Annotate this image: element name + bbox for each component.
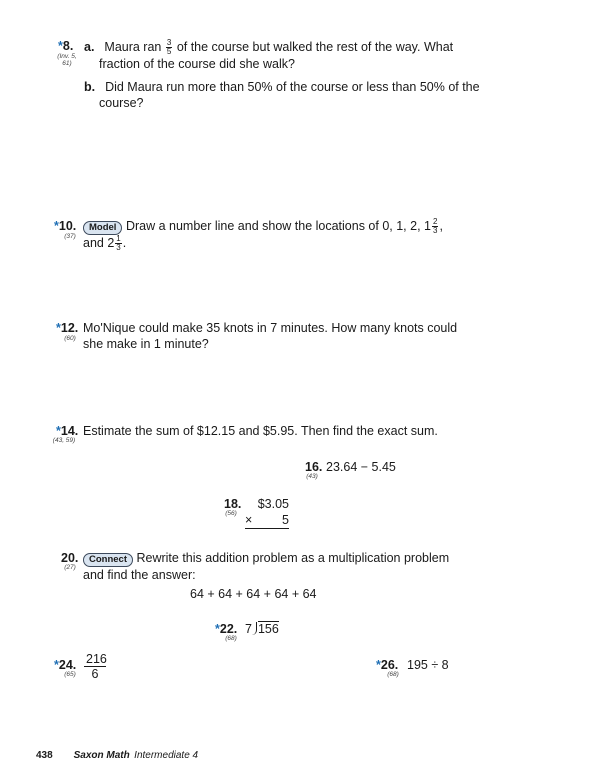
star-marker: * xyxy=(376,658,381,672)
page-number: 438 xyxy=(36,750,53,761)
divisor: 7 xyxy=(245,622,252,636)
problem-12-lesson-ref: (60) xyxy=(64,335,76,342)
times-sign: × xyxy=(245,513,253,527)
model-badge: Model xyxy=(83,221,122,235)
division-bracket xyxy=(252,622,257,635)
problem-14-lesson-ref: (43, 59) xyxy=(52,437,76,444)
fraction-two-thirds: $\frac{2}{3}$ xyxy=(432,217,438,236)
problem-8a: a. Maura ran $\frac{3}{5}$ of the course but walked the rest of the way. What fraction of the course did she walk? xyxy=(84,39,484,72)
problem-8b xyxy=(84,79,504,111)
problem-22-lesson-ref: (68) xyxy=(225,635,237,642)
fraction-three-fifths: $\frac{3}{5}$ xyxy=(166,38,172,57)
problem-10-number: *10. xyxy=(54,219,77,233)
problem-22-number: *22. xyxy=(215,622,238,636)
numerator: 216 xyxy=(86,652,107,666)
part-a-label: a. xyxy=(84,40,95,54)
multiplicand: $3.05 xyxy=(257,497,289,511)
problem-14-text: Estimate the sum of $12.15 and $5.95. Then find the exact sum. xyxy=(83,424,438,438)
problem-20-expression: 64 + 64 + 64 + 64 + 64 xyxy=(190,587,317,601)
star-marker: * xyxy=(215,622,220,636)
problem-20-text: Connect Rewrite this addition problem as a multiplication problem and find the answer: xyxy=(83,551,450,582)
problem-12-number: *12. xyxy=(56,321,79,335)
problem-18-lesson-ref: (56) xyxy=(225,510,237,517)
star-marker: * xyxy=(54,658,59,672)
problem-10-lesson-ref: (37) xyxy=(64,233,76,240)
multiplier: 5 xyxy=(282,513,289,527)
problem-26-number: *26. xyxy=(376,658,399,672)
fraction-one-third: $\frac{1}{3}$ xyxy=(116,234,121,253)
problem-24-lesson-ref: (65) xyxy=(64,671,76,678)
star-marker: * xyxy=(58,39,63,53)
problem-26-expression: 195 ÷ 8 xyxy=(407,658,449,672)
star-marker: * xyxy=(56,424,61,438)
part-b-text: Did Maura run more than 50% of the course or less than 50% of the xyxy=(105,80,480,94)
star-marker: * xyxy=(54,219,59,233)
book-title: Saxon Math xyxy=(73,750,130,761)
problem-8-lesson-ref: (Inv. 5, 61) xyxy=(57,53,77,67)
problem-24-number: *24. xyxy=(54,658,77,672)
problem-24-fraction xyxy=(84,652,106,681)
dividend: 156 xyxy=(257,622,279,636)
problem-20-number: 20. xyxy=(61,551,79,565)
problem-18-number: 18. xyxy=(224,497,242,511)
problem-16-expression: 23.64 − 5.45 xyxy=(326,460,396,474)
problem-22-long-division xyxy=(245,621,279,637)
part-b-label: b. xyxy=(84,80,96,94)
book-subtitle: Intermediate 4 xyxy=(134,750,199,761)
problem-16-lesson-ref: (43) xyxy=(306,473,318,480)
problem-16-number: 16. xyxy=(305,460,323,474)
problem-8-number: *8. xyxy=(58,39,74,53)
denominator: 6 xyxy=(91,667,99,681)
star-marker: * xyxy=(56,321,61,335)
problem-18-multiplication xyxy=(245,496,289,529)
problem-14-number: *14. xyxy=(56,424,79,438)
part-a-text-line2: fraction of the course did she walk? xyxy=(99,57,295,72)
part-b-text-line2: course? xyxy=(99,96,144,110)
problem-10-text: Model Draw a number line and show the locations of 0, 1, 2, 1 $\frac{2}{3}$ , and 2 $\frac{1}{3}$ . xyxy=(83,217,443,253)
problem-26-lesson-ref: (68) xyxy=(387,671,399,678)
problem-12-text: Mo'Nique could make 35 knots in 7 minutes. How many knots could she make in 1 minute? xyxy=(83,321,458,351)
problem-20-lesson-ref: (27) xyxy=(64,564,76,571)
part-a-text: Maura ran xyxy=(104,40,162,54)
connect-badge: Connect xyxy=(83,553,133,567)
page-footer xyxy=(36,745,198,763)
